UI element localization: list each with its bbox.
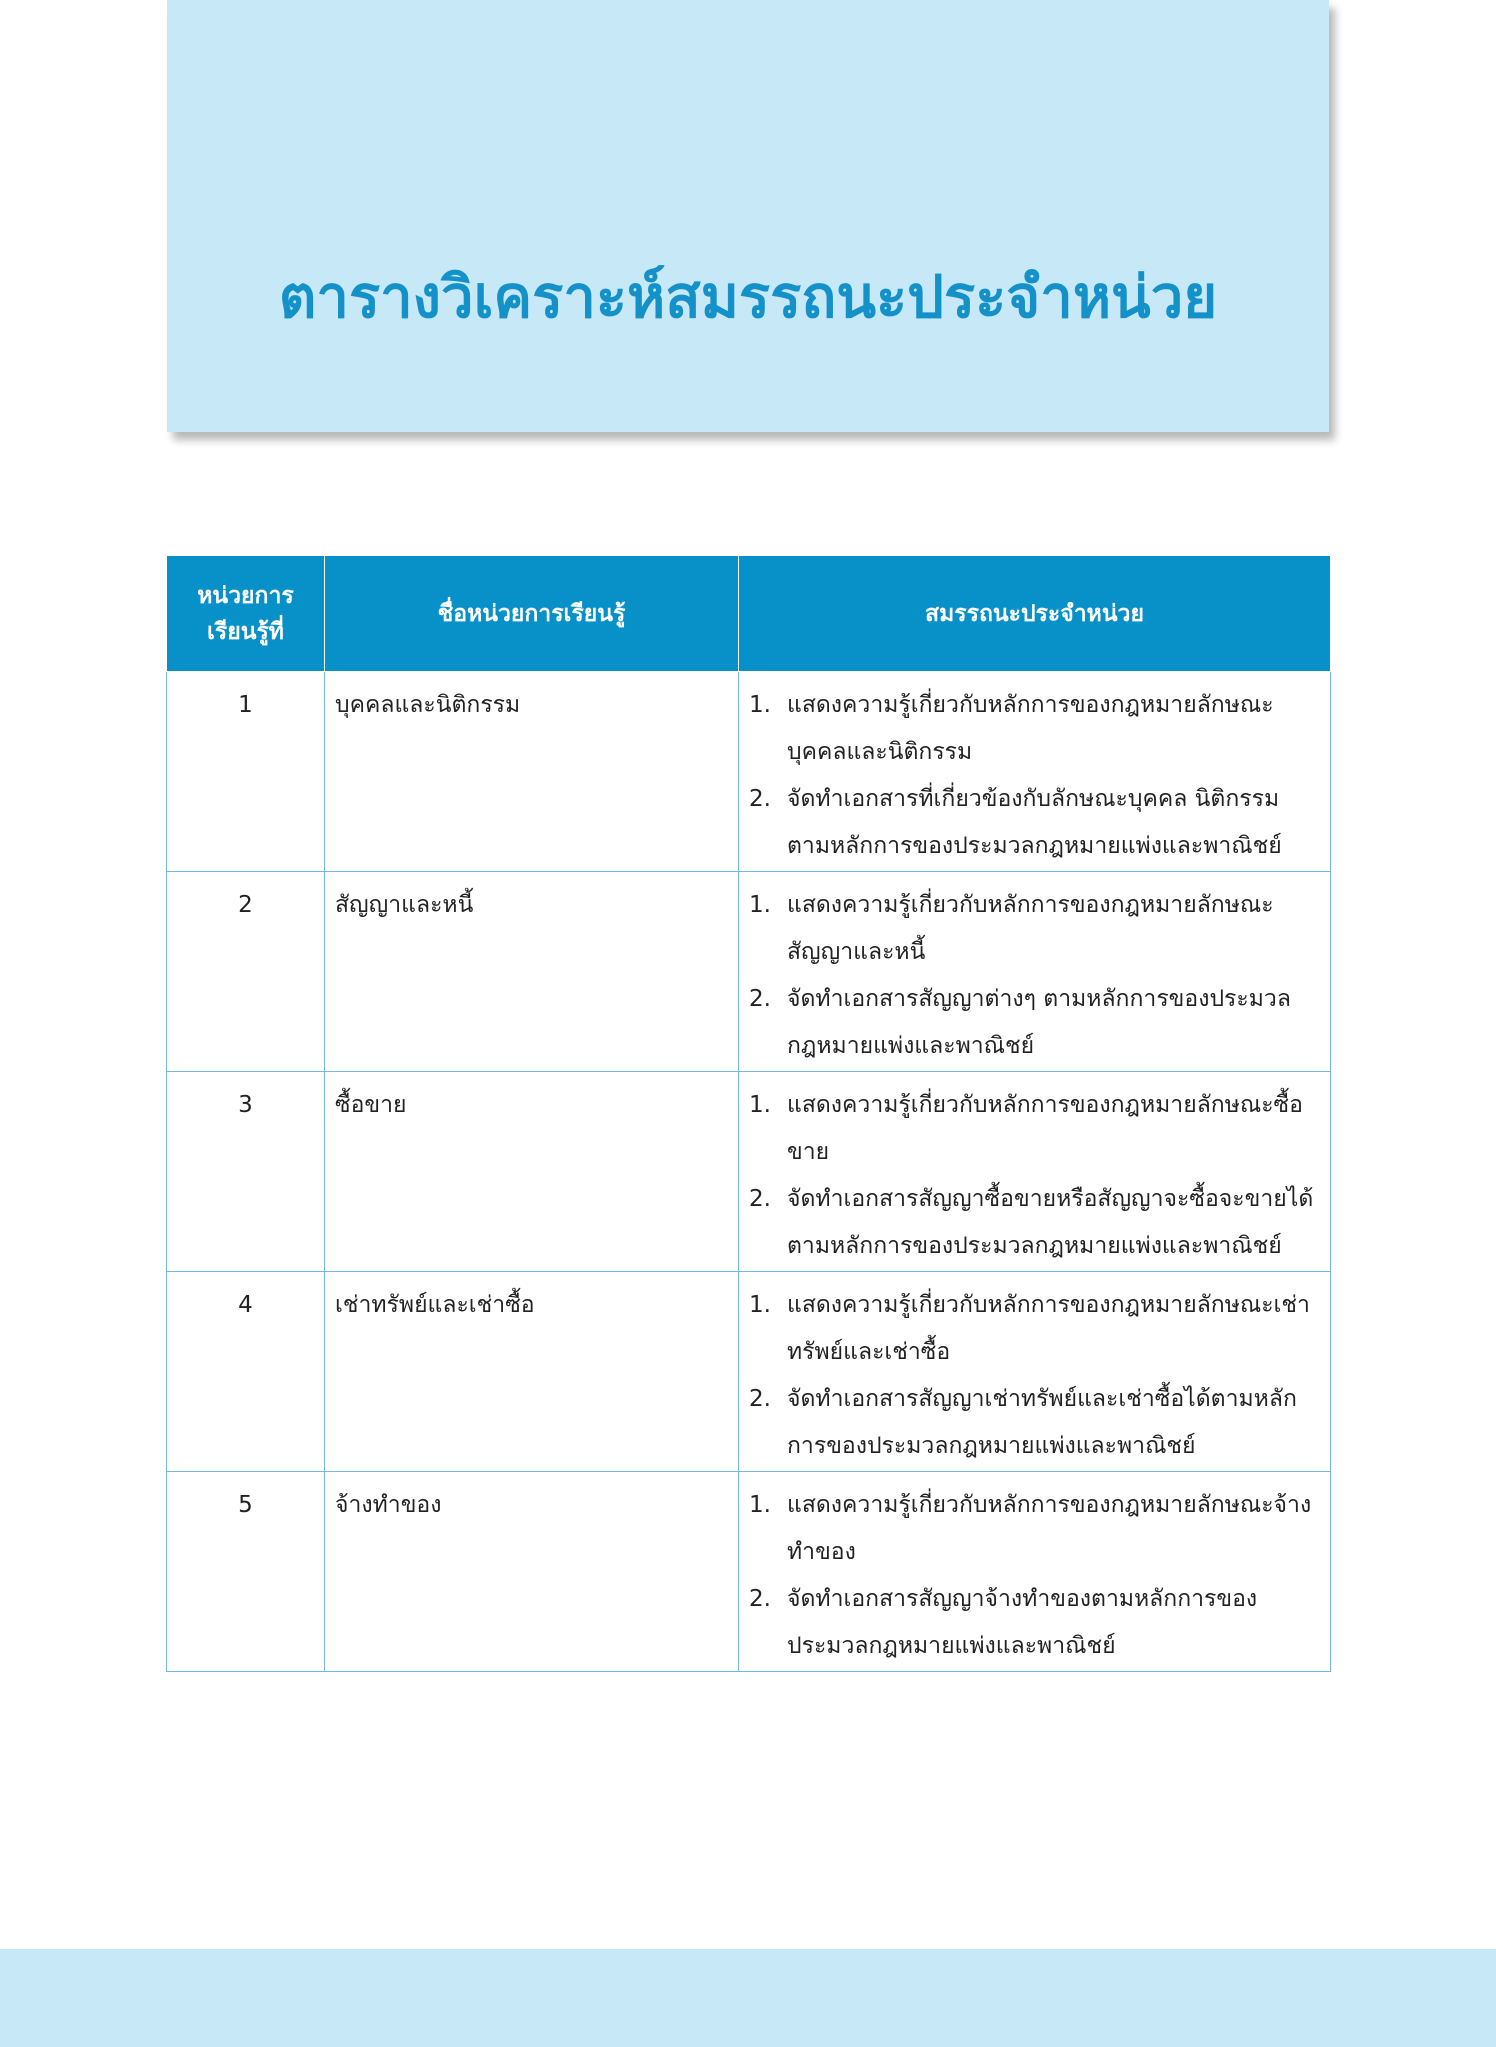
unit-name-cell: ซื้อขาย	[325, 1072, 739, 1272]
competency-item	[749, 1176, 1320, 1270]
competency-number: 2.	[749, 1186, 771, 1212]
competency-number: 1.	[749, 692, 771, 718]
competency-item	[749, 882, 1320, 976]
competency-text: จัดทำเอกสารสัญญาจ้างทำของตามหลักการของประมวลกฎหมายแพ่งและพาณิชย์	[787, 1586, 1258, 1659]
competency-cell	[739, 1072, 1331, 1272]
footer-band	[0, 1949, 1496, 2047]
unit-number-cell: 4	[167, 1272, 325, 1472]
table-header-row	[167, 556, 1331, 672]
table-row	[167, 1472, 1331, 1672]
competency-item	[749, 1576, 1320, 1670]
competency-text: แสดงความรู้เกี่ยวกับหลักการของกฎหมายลักษณะซื้อขาย	[787, 1092, 1303, 1165]
competency-number: 1.	[749, 1092, 771, 1118]
competency-item	[749, 1376, 1320, 1470]
unit-number-cell: 1	[167, 672, 325, 872]
unit-number-cell: 2	[167, 872, 325, 1072]
competency-number: 2.	[749, 986, 771, 1012]
competency-number: 2.	[749, 1386, 771, 1412]
competency-text: จัดทำเอกสารสัญญาเช่าทรัพย์และเช่าซื้อได้ตามหลักการของประมวลกฎหมายแพ่งและพาณิชย์	[787, 1386, 1297, 1459]
competency-item	[749, 1082, 1320, 1176]
competency-item	[749, 1482, 1320, 1576]
unit-name-cell: บุคคลและนิติกรรม	[325, 672, 739, 872]
competency-cell	[739, 872, 1331, 1072]
page-title: ตารางวิเคราะห์สมรรถนะประจำหน่วย	[278, 263, 1218, 331]
competency-cell	[739, 672, 1331, 872]
competency-text: แสดงความรู้เกี่ยวกับหลักการของกฎหมายลักษณะบุคคลและนิติกรรม	[787, 692, 1274, 765]
competency-list	[749, 1082, 1320, 1270]
unit-number-cell: 3	[167, 1072, 325, 1272]
unit-name-cell: เช่าทรัพย์และเช่าซื้อ	[325, 1272, 739, 1472]
unit-number-cell: 5	[167, 1472, 325, 1672]
competency-table	[166, 555, 1331, 1672]
competency-item	[749, 776, 1320, 870]
table-row	[167, 672, 1331, 872]
competency-text: จัดทำเอกสารสัญญาซื้อขายหรือสัญญาจะซื้อจะขายได้ตามหลักการของประมวลกฎหมายแพ่งและพาณิชย์	[787, 1186, 1314, 1259]
competency-list	[749, 882, 1320, 1070]
competency-cell	[739, 1472, 1331, 1672]
competency-item	[749, 682, 1320, 776]
unit-name-cell: จ้างทำของ	[325, 1472, 739, 1672]
competency-number: 1.	[749, 1492, 771, 1518]
competency-text: จัดทำเอกสารสัญญาต่างๆ ตามหลักการของประมวลกฎหมายแพ่งและพาณิชย์	[787, 986, 1291, 1059]
header-unit-number: หน่วยการเรียนรู้ที่	[167, 556, 325, 672]
competency-text: แสดงความรู้เกี่ยวกับหลักการของกฎหมายลักษณะเช่าทรัพย์และเช่าซื้อ	[787, 1292, 1310, 1365]
competency-number: 1.	[749, 1292, 771, 1318]
competency-text: แสดงความรู้เกี่ยวกับหลักการของกฎหมายลักษณะสัญญาและหนี้	[787, 892, 1274, 965]
unit-name-cell: สัญญาและหนี้	[325, 872, 739, 1072]
competency-list	[749, 1282, 1320, 1470]
table-row	[167, 1272, 1331, 1472]
competency-list	[749, 1482, 1320, 1670]
competency-item	[749, 976, 1320, 1070]
header-competency: สมรรถนะประจำหน่วย	[739, 556, 1331, 672]
competency-cell	[739, 1272, 1331, 1472]
competency-text: จัดทำเอกสารที่เกี่ยวข้องกับลักษณะบุคคล นิติกรรมตามหลักการของประมวลกฎหมายแพ่งและพาณิชย์	[787, 786, 1282, 859]
table-row	[167, 1072, 1331, 1272]
competency-number: 2.	[749, 786, 771, 812]
table-row	[167, 872, 1331, 1072]
competency-text: แสดงความรู้เกี่ยวกับหลักการของกฎหมายลักษณะจ้างทำของ	[787, 1492, 1312, 1565]
competency-number: 1.	[749, 892, 771, 918]
competency-list	[749, 682, 1320, 870]
competency-number: 2.	[749, 1586, 771, 1612]
header-unit-name: ชื่อหน่วยการเรียนรู้	[325, 556, 739, 672]
header-banner	[167, 0, 1329, 432]
competency-item	[749, 1282, 1320, 1376]
